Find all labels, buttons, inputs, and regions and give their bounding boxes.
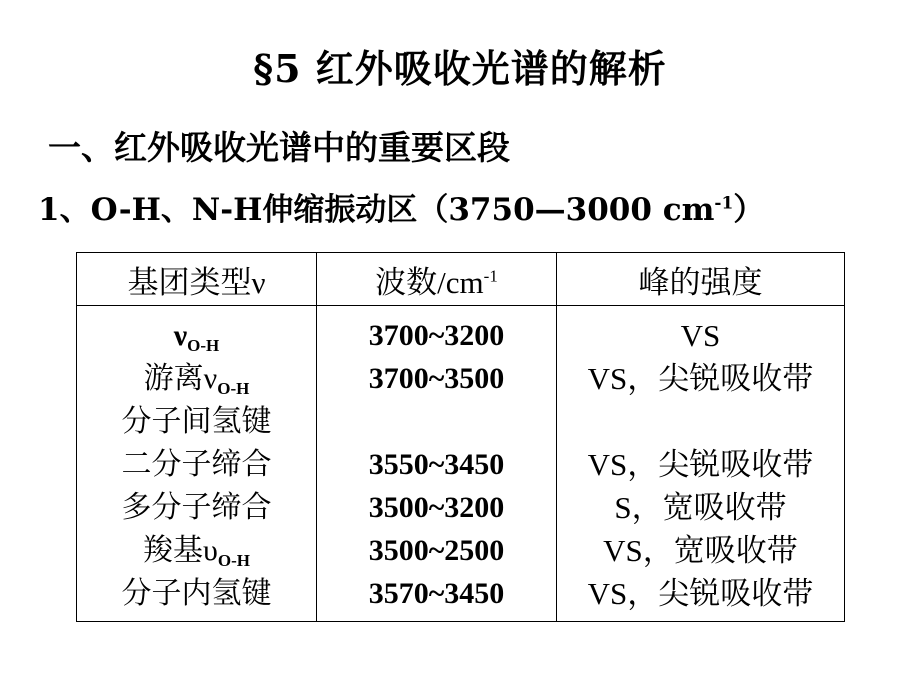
intensity-cell: VS，尖锐吸收带 (587, 576, 814, 611)
wavenumber-cell: 3500~3200 (368, 491, 505, 524)
group-cell (77, 400, 316, 443)
intensity-cell (557, 400, 844, 443)
subsection-heading (38, 184, 764, 229)
group-type-column (77, 306, 317, 622)
group-cell (77, 314, 316, 357)
intensity-cell: VS，宽吸收带 (603, 533, 798, 568)
group-cell (77, 529, 316, 572)
header-wavenumber-label: 波数/cm (375, 264, 484, 300)
header-intensity: 峰的强度 (557, 253, 845, 306)
group-cell (77, 572, 316, 615)
intensity-cell: VS (680, 318, 721, 353)
section-heading: 一、红外吸收光谱中的重要区段 (48, 128, 510, 167)
intensity-cell: S，宽吸收带 (614, 490, 787, 525)
intensity-column (557, 306, 845, 622)
group-main: ν (173, 319, 188, 352)
intensity-cell: VS，尖锐吸收带 (587, 361, 814, 396)
group-subscript: O-H (187, 336, 220, 355)
group-main: 游离ν (143, 362, 218, 395)
group-cell (77, 486, 316, 529)
group-main: 二分子缔合 (121, 448, 272, 481)
intensity-cell: VS，尖锐吸收带 (587, 447, 814, 482)
group-subscript: O-H (217, 379, 250, 398)
wavenumber-cell (317, 400, 556, 443)
wavenumber-cell: 3700~3200 (368, 319, 505, 352)
ir-absorption-table (76, 252, 845, 622)
subsection-suffix: ） (733, 192, 765, 228)
wavenumber-cell: 3700~3500 (368, 362, 505, 395)
wavenumber-cell: 3500~2500 (368, 534, 505, 567)
group-subscript: O-H (217, 551, 250, 570)
subsection-superscript: -1 (714, 193, 734, 214)
wavenumber-cell: 3570~3450 (368, 577, 505, 610)
group-main: 羧基υ (143, 534, 218, 567)
group-main: 分子间氢键 (121, 405, 272, 438)
table-header-row (77, 253, 845, 306)
header-wavenumber-sup: -1 (483, 266, 498, 286)
group-main: 多分子缔合 (121, 491, 272, 524)
table-body-row (77, 306, 845, 622)
wavenumber-column (317, 306, 557, 622)
header-group-type: 基团类型ν (77, 253, 317, 306)
page-title: §5 红外吸收光谱的解析 (253, 46, 667, 91)
group-main: 分子内氢键 (121, 577, 272, 610)
header-wavenumber (317, 253, 557, 306)
subsection-text: 1、O-H、N-H伸缩振动区（3750—3000 cm (38, 192, 715, 228)
wavenumber-cell: 3550~3450 (368, 448, 505, 481)
group-cell (77, 443, 316, 486)
group-cell (77, 357, 316, 400)
